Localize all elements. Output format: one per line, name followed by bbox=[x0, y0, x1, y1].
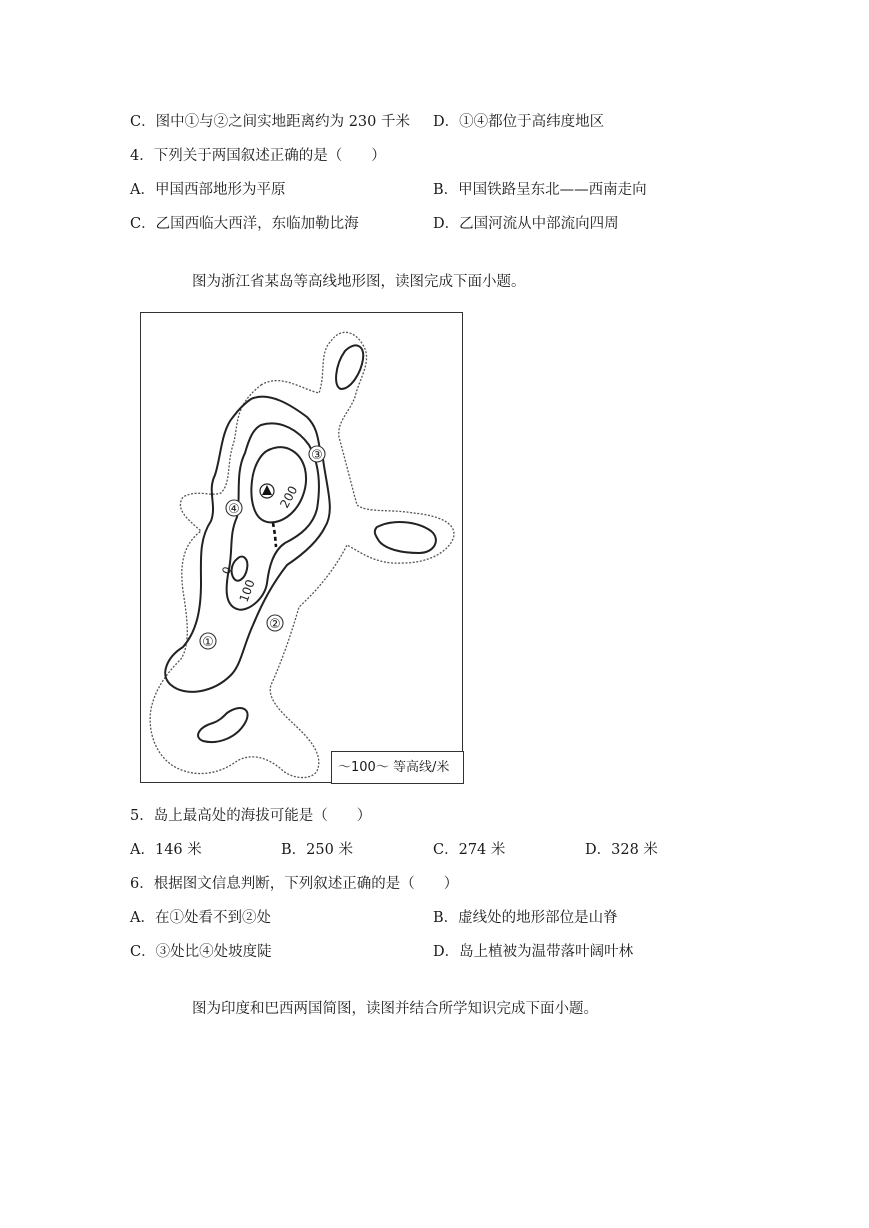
q5-option-b: B．250 米 bbox=[281, 842, 353, 858]
contour-ring-small-west bbox=[232, 557, 248, 581]
q4-option-b: B．甲国铁路呈东北——西南走向 bbox=[433, 182, 647, 198]
next-section-intro: 图为印度和巴西两国简图，读图并结合所学知识完成下面小题。 bbox=[192, 1001, 598, 1017]
peak-marker-icon bbox=[262, 485, 272, 495]
q4-option-c: C．乙国西临大西洋，东临加勒比海 bbox=[130, 216, 359, 232]
q5-option-d: D．328 米 bbox=[585, 842, 658, 858]
map-point-4: ④ bbox=[228, 502, 240, 517]
q6-stem: 6．根据图文信息判断，下列叙述正确的是（ ） bbox=[130, 876, 459, 892]
contour-line-200 bbox=[251, 447, 306, 522]
contour-map-figure bbox=[140, 312, 463, 783]
q5-option-c: C．274 米 bbox=[433, 842, 506, 858]
map-legend: ～100～ 等高线/米 bbox=[331, 751, 464, 784]
dashed-terrain-line bbox=[273, 523, 276, 547]
q6-option-b: B．虚线处的地形部位是山脊 bbox=[433, 910, 618, 926]
map-intro-text: 图为浙江省某岛等高线地形图，读图完成下面小题。 bbox=[192, 274, 526, 290]
q4-option-a: A．甲国西部地形为平原 bbox=[130, 182, 286, 198]
contour-label-200: 200 bbox=[277, 483, 301, 511]
contour-line-100 bbox=[227, 423, 319, 609]
q6-option-c: C．③处比④处坡度陡 bbox=[130, 944, 272, 960]
contour-label-0: 0 bbox=[219, 565, 235, 577]
map-point-1: ① bbox=[202, 635, 214, 650]
q6-option-a: A．在①处看不到②处 bbox=[130, 910, 271, 926]
q5-stem: 5．岛上最高处的海拔可能是（ ） bbox=[130, 808, 372, 824]
contour-ring-south bbox=[198, 708, 248, 742]
contour-ring-east bbox=[375, 522, 436, 553]
q4-option-d: D．乙国河流从中部流向四周 bbox=[433, 216, 619, 232]
q5-option-a: A．146 米 bbox=[130, 842, 202, 858]
q6-option-d: D．岛上植被为温带落叶阔叶林 bbox=[433, 944, 634, 960]
contour-map-svg bbox=[141, 313, 464, 784]
q4-stem: 4．下列关于两国叙述正确的是（ ） bbox=[130, 148, 386, 164]
contour-label-100: 100 bbox=[236, 577, 258, 605]
map-point-3: ③ bbox=[311, 448, 323, 463]
q3-option-d: D．①④都位于高纬度地区 bbox=[433, 114, 605, 130]
map-point-2: ② bbox=[269, 617, 281, 632]
q3-option-c: C．图中①与②之间实地距离约为 230 千米 bbox=[130, 114, 410, 130]
